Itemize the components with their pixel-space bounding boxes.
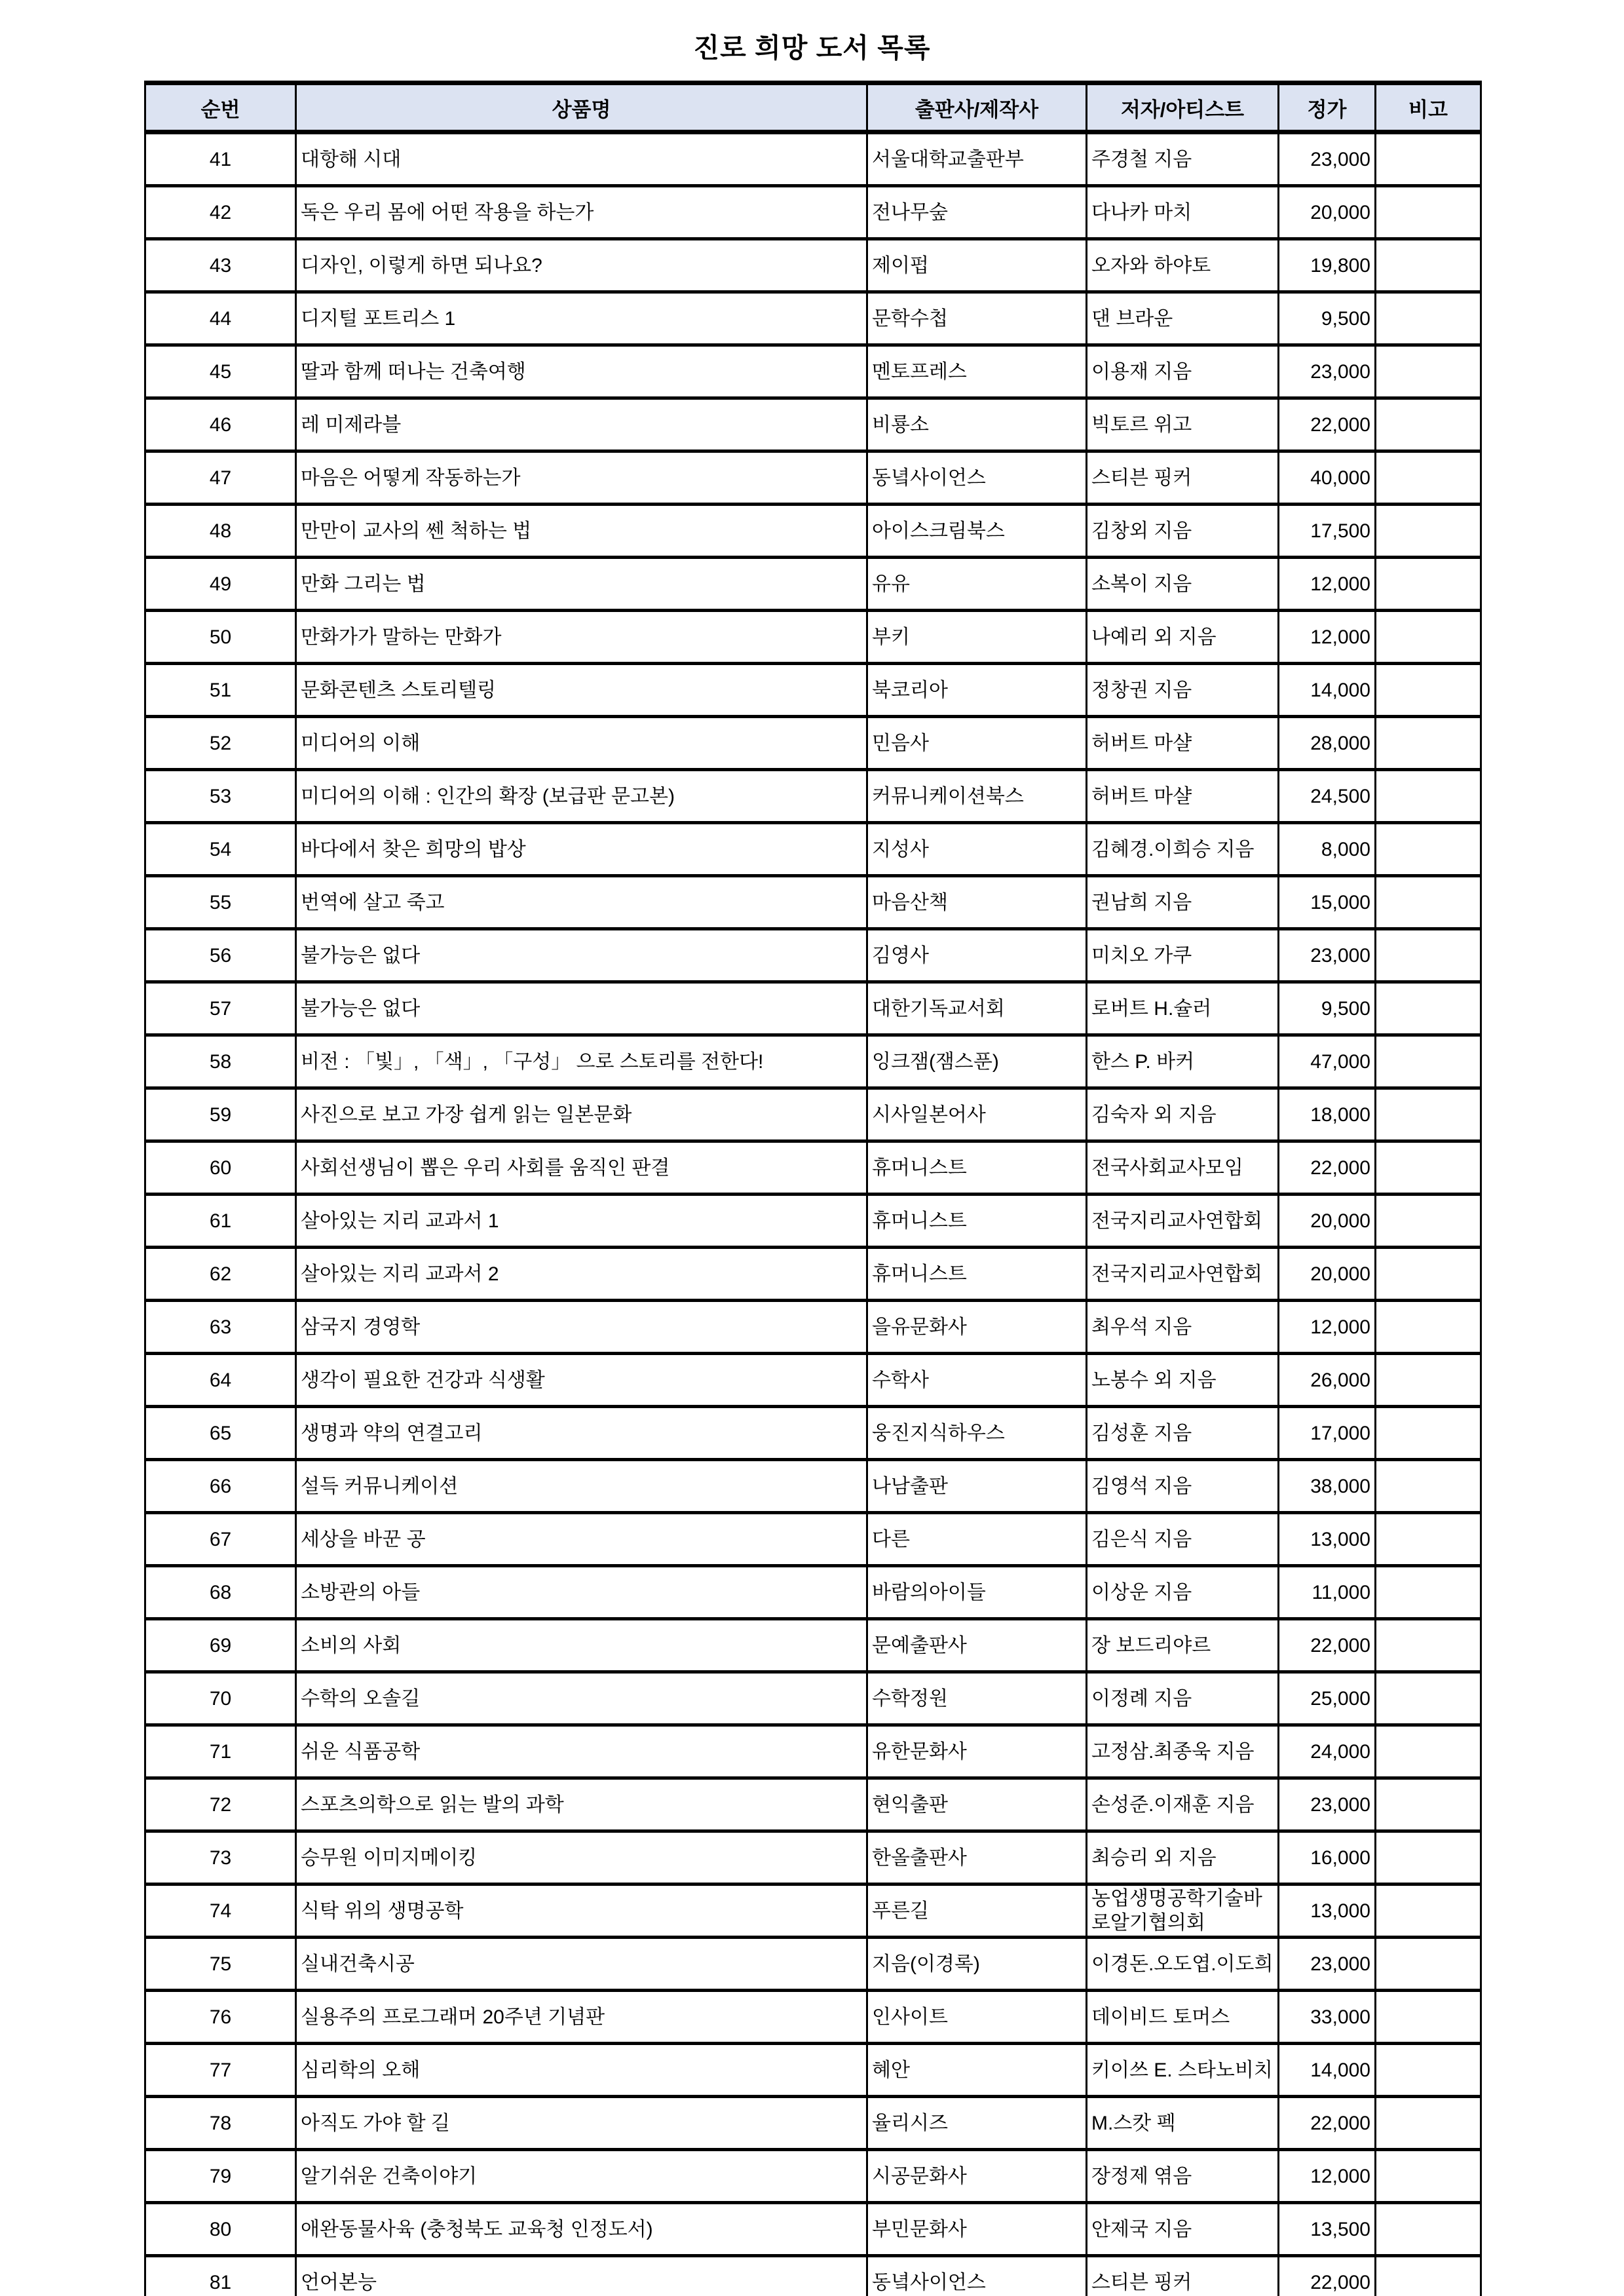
table-row [145, 132, 1481, 186]
cell-publisher: 커뮤니케이션북스 [867, 770, 1087, 823]
cell-number: 61 [145, 1195, 296, 1248]
cell-publisher: 푸른길 [867, 1885, 1087, 1938]
cell-product-name: 언어본능 [296, 2256, 867, 2296]
cell-note [1376, 558, 1481, 611]
cell-product-name: 생명과 약의 연결고리 [296, 1407, 867, 1460]
cell-product-name: 수학의 오솔길 [296, 1672, 867, 1725]
cell-publisher: 전나무숲 [867, 186, 1087, 239]
cell-price: 17,000 [1279, 1407, 1376, 1460]
cell-note [1376, 823, 1481, 876]
cell-note [1376, 1831, 1481, 1885]
cell-publisher: 휴머니스트 [867, 1248, 1087, 1301]
cell-note [1376, 770, 1481, 823]
cell-number: 71 [145, 1725, 296, 1778]
cell-note [1376, 505, 1481, 558]
cell-price: 47,000 [1279, 1035, 1376, 1088]
table-row [145, 1885, 1481, 1938]
cell-price: 9,500 [1279, 292, 1376, 345]
cell-note [1376, 292, 1481, 345]
table-row [145, 1566, 1481, 1619]
cell-number: 64 [145, 1354, 296, 1407]
cell-author: 노봉수 외 지음 [1087, 1354, 1279, 1407]
cell-price: 24,500 [1279, 770, 1376, 823]
cell-price: 11,000 [1279, 1566, 1376, 1619]
cell-product-name: 사회선생님이 뽑은 우리 사회를 움직인 판결 [296, 1141, 867, 1195]
cell-publisher: 바람의아이들 [867, 1566, 1087, 1619]
table-row [145, 1035, 1481, 1088]
cell-note [1376, 1035, 1481, 1088]
table-row [145, 2256, 1481, 2296]
cell-product-name: 디자인, 이렇게 하면 되나요? [296, 239, 867, 292]
table-row [145, 929, 1481, 982]
table-row [145, 717, 1481, 770]
cell-product-name: 살아있는 지리 교과서 2 [296, 1248, 867, 1301]
cell-number: 46 [145, 398, 296, 451]
cell-publisher: 휴머니스트 [867, 1141, 1087, 1195]
cell-product-name: 대항해 시대 [296, 132, 867, 186]
table-row [145, 1141, 1481, 1195]
cell-number: 81 [145, 2256, 296, 2296]
cell-product-name: 애완동물사육 (충청북도 교육청 인정도서) [296, 2203, 867, 2256]
cell-price: 12,000 [1279, 611, 1376, 664]
table-row [145, 1778, 1481, 1831]
table-row [145, 345, 1481, 398]
cell-author: 김창외 지음 [1087, 505, 1279, 558]
cell-price: 19,800 [1279, 239, 1376, 292]
book-table-body [145, 132, 1481, 2296]
cell-note [1376, 664, 1481, 717]
cell-publisher: 문예출판사 [867, 1619, 1087, 1672]
table-row [145, 239, 1481, 292]
cell-note [1376, 1938, 1481, 1991]
cell-price: 22,000 [1279, 2097, 1376, 2150]
cell-price: 24,000 [1279, 1725, 1376, 1778]
cell-note [1376, 1088, 1481, 1141]
cell-author: 이정례 지음 [1087, 1672, 1279, 1725]
cell-product-name: 심리학의 오해 [296, 2044, 867, 2097]
cell-author: M.스캇 펙 [1087, 2097, 1279, 2150]
table-row [145, 1725, 1481, 1778]
cell-publisher: 인사이트 [867, 1991, 1087, 2044]
cell-note [1376, 1460, 1481, 1513]
cell-number: 43 [145, 239, 296, 292]
cell-product-name: 생각이 필요한 건강과 식생활 [296, 1354, 867, 1407]
cell-note [1376, 186, 1481, 239]
cell-publisher: 수학사 [867, 1354, 1087, 1407]
cell-number: 56 [145, 929, 296, 982]
cell-number: 67 [145, 1513, 296, 1566]
cell-number: 69 [145, 1619, 296, 1672]
cell-price: 12,000 [1279, 1301, 1376, 1354]
cell-publisher: 지음(이경록) [867, 1938, 1087, 1991]
cell-publisher: 시사일본어사 [867, 1088, 1087, 1141]
table-row [145, 611, 1481, 664]
cell-number: 45 [145, 345, 296, 398]
cell-product-name: 승무원 이미지메이킹 [296, 1831, 867, 1885]
cell-author: 미치오 가쿠 [1087, 929, 1279, 982]
cell-product-name: 쉬운 식품공학 [296, 1725, 867, 1778]
cell-publisher: 다른 [867, 1513, 1087, 1566]
column-header-price: 정가 [1279, 83, 1376, 132]
cell-author: 이용재 지음 [1087, 345, 1279, 398]
cell-author: 스티븐 핑커 [1087, 451, 1279, 505]
cell-product-name: 미디어의 이해 [296, 717, 867, 770]
table-row [145, 1248, 1481, 1301]
cell-note [1376, 1619, 1481, 1672]
cell-author: 손성준.이재훈 지음 [1087, 1778, 1279, 1831]
cell-product-name: 바다에서 찾은 희망의 밥상 [296, 823, 867, 876]
cell-price: 18,000 [1279, 1088, 1376, 1141]
table-row [145, 1460, 1481, 1513]
cell-number: 59 [145, 1088, 296, 1141]
cell-publisher: 수학정원 [867, 1672, 1087, 1725]
cell-author: 나예리 외 지음 [1087, 611, 1279, 664]
cell-price: 16,000 [1279, 1831, 1376, 1885]
cell-author: 김은식 지음 [1087, 1513, 1279, 1566]
cell-author: 정창권 지음 [1087, 664, 1279, 717]
cell-author: 한스 P. 바커 [1087, 1035, 1279, 1088]
cell-product-name: 삼국지 경영학 [296, 1301, 867, 1354]
table-row [145, 451, 1481, 505]
cell-number: 77 [145, 2044, 296, 2097]
cell-note [1376, 1778, 1481, 1831]
cell-publisher: 휴머니스트 [867, 1195, 1087, 1248]
cell-price: 40,000 [1279, 451, 1376, 505]
table-row [145, 558, 1481, 611]
cell-product-name: 아직도 가야 할 길 [296, 2097, 867, 2150]
cell-note [1376, 2150, 1481, 2203]
cell-number: 78 [145, 2097, 296, 2150]
cell-author: 댄 브라운 [1087, 292, 1279, 345]
cell-product-name: 만만이 교사의 쎈 척하는 법 [296, 505, 867, 558]
table-row [145, 1991, 1481, 2044]
cell-author: 김숙자 외 지음 [1087, 1088, 1279, 1141]
cell-author: 전국지리교사연합회 [1087, 1248, 1279, 1301]
cell-publisher: 비룡소 [867, 398, 1087, 451]
cell-publisher: 지성사 [867, 823, 1087, 876]
cell-number: 57 [145, 982, 296, 1035]
table-row [145, 823, 1481, 876]
cell-author: 최우석 지음 [1087, 1301, 1279, 1354]
cell-price: 28,000 [1279, 717, 1376, 770]
table-row [145, 2203, 1481, 2256]
cell-author: 전국사회교사모임 [1087, 1141, 1279, 1195]
cell-publisher: 유유 [867, 558, 1087, 611]
cell-author: 빅토르 위고 [1087, 398, 1279, 451]
cell-note [1376, 1725, 1481, 1778]
cell-author: 주경철 지음 [1087, 132, 1279, 186]
book-list-table [144, 81, 1482, 2296]
cell-product-name: 실내건축시공 [296, 1938, 867, 1991]
cell-number: 53 [145, 770, 296, 823]
column-header-name: 상품명 [296, 83, 867, 132]
table-row [145, 2044, 1481, 2097]
cell-note [1376, 1672, 1481, 1725]
cell-note [1376, 1354, 1481, 1407]
cell-publisher: 현익출판 [867, 1778, 1087, 1831]
cell-price: 13,000 [1279, 1513, 1376, 1566]
table-row [145, 1354, 1481, 1407]
cell-number: 62 [145, 1248, 296, 1301]
cell-number: 54 [145, 823, 296, 876]
cell-product-name: 불가능은 없다 [296, 929, 867, 982]
cell-note [1376, 929, 1481, 982]
table-row [145, 1513, 1481, 1566]
cell-price: 14,000 [1279, 2044, 1376, 2097]
cell-number: 68 [145, 1566, 296, 1619]
cell-note [1376, 1513, 1481, 1566]
table-row [145, 664, 1481, 717]
cell-product-name: 사진으로 보고 가장 쉽게 읽는 일본문화 [296, 1088, 867, 1141]
cell-publisher: 제이펍 [867, 239, 1087, 292]
cell-price: 8,000 [1279, 823, 1376, 876]
cell-product-name: 만화 그리는 법 [296, 558, 867, 611]
cell-note [1376, 2203, 1481, 2256]
cell-note [1376, 876, 1481, 929]
table-header [145, 83, 1481, 132]
cell-publisher: 동녘사이언스 [867, 451, 1087, 505]
cell-price: 23,000 [1279, 345, 1376, 398]
cell-price: 22,000 [1279, 2256, 1376, 2296]
cell-number: 44 [145, 292, 296, 345]
cell-author: 키이쓰 E. 스타노비치 [1087, 2044, 1279, 2097]
cell-author: 김성훈 지음 [1087, 1407, 1279, 1460]
cell-product-name: 설득 커뮤니케이션 [296, 1460, 867, 1513]
cell-number: 70 [145, 1672, 296, 1725]
table-row [145, 982, 1481, 1035]
cell-author: 허버트 마샬 [1087, 770, 1279, 823]
cell-number: 41 [145, 132, 296, 186]
cell-product-name: 번역에 살고 죽고 [296, 876, 867, 929]
cell-number: 76 [145, 1991, 296, 2044]
cell-note [1376, 132, 1481, 186]
cell-product-name: 식탁 위의 생명공학 [296, 1885, 867, 1938]
cell-publisher: 한올출판사 [867, 1831, 1087, 1885]
cell-number: 47 [145, 451, 296, 505]
cell-price: 22,000 [1279, 398, 1376, 451]
cell-product-name: 소비의 사회 [296, 1619, 867, 1672]
cell-product-name: 알기쉬운 건축이야기 [296, 2150, 867, 2203]
cell-author: 권남희 지음 [1087, 876, 1279, 929]
cell-author: 최승리 외 지음 [1087, 1831, 1279, 1885]
cell-number: 72 [145, 1778, 296, 1831]
table-row [145, 1619, 1481, 1672]
table-row [145, 292, 1481, 345]
cell-price: 13,500 [1279, 2203, 1376, 2256]
cell-publisher: 민음사 [867, 717, 1087, 770]
table-row [145, 2097, 1481, 2150]
cell-price: 25,000 [1279, 1672, 1376, 1725]
table-row [145, 1938, 1481, 1991]
cell-author: 장정제 엮음 [1087, 2150, 1279, 2203]
cell-price: 20,000 [1279, 1248, 1376, 1301]
cell-note [1376, 1885, 1481, 1938]
cell-author: 이경돈.오도엽.이도희 [1087, 1938, 1279, 1991]
cell-price: 33,000 [1279, 1991, 1376, 2044]
cell-number: 48 [145, 505, 296, 558]
cell-note [1376, 451, 1481, 505]
cell-number: 75 [145, 1938, 296, 1991]
cell-product-name: 소방관의 아들 [296, 1566, 867, 1619]
table-row [145, 770, 1481, 823]
cell-publisher: 김영사 [867, 929, 1087, 982]
cell-product-name: 살아있는 지리 교과서 1 [296, 1195, 867, 1248]
table-row [145, 1195, 1481, 1248]
table-row [145, 186, 1481, 239]
cell-price: 23,000 [1279, 929, 1376, 982]
cell-number: 60 [145, 1141, 296, 1195]
table-row [145, 2150, 1481, 2203]
cell-price: 26,000 [1279, 1354, 1376, 1407]
cell-number: 52 [145, 717, 296, 770]
cell-author: 고정삼.최종욱 지음 [1087, 1725, 1279, 1778]
cell-publisher: 문학수첩 [867, 292, 1087, 345]
cell-note [1376, 1195, 1481, 1248]
cell-publisher: 대한기독교서회 [867, 982, 1087, 1035]
cell-product-name: 스포츠의학으로 읽는 발의 과학 [296, 1778, 867, 1831]
cell-note [1376, 2044, 1481, 2097]
table-header-row [145, 83, 1481, 132]
cell-publisher: 율리시즈 [867, 2097, 1087, 2150]
cell-author: 김혜경.이희승 지음 [1087, 823, 1279, 876]
table-row [145, 398, 1481, 451]
cell-price: 9,500 [1279, 982, 1376, 1035]
cell-publisher: 마음산책 [867, 876, 1087, 929]
cell-author: 허버트 마샬 [1087, 717, 1279, 770]
cell-publisher: 멘토프레스 [867, 345, 1087, 398]
cell-author: 다나카 마치 [1087, 186, 1279, 239]
cell-note [1376, 2256, 1481, 2296]
cell-note [1376, 398, 1481, 451]
cell-author: 전국지리교사연합회 [1087, 1195, 1279, 1248]
cell-product-name: 마음은 어떻게 작동하는가 [296, 451, 867, 505]
cell-publisher: 북코리아 [867, 664, 1087, 717]
cell-author: 데이비드 토머스 [1087, 1991, 1279, 2044]
cell-publisher: 부민문화사 [867, 2203, 1087, 2256]
table-row [145, 876, 1481, 929]
cell-number: 74 [145, 1885, 296, 1938]
cell-number: 58 [145, 1035, 296, 1088]
cell-price: 20,000 [1279, 186, 1376, 239]
cell-author: 안제국 지음 [1087, 2203, 1279, 2256]
cell-number: 42 [145, 186, 296, 239]
cell-number: 49 [145, 558, 296, 611]
cell-publisher: 부키 [867, 611, 1087, 664]
cell-note [1376, 1566, 1481, 1619]
cell-number: 51 [145, 664, 296, 717]
cell-note [1376, 345, 1481, 398]
cell-author: 스티븐 핑커 [1087, 2256, 1279, 2296]
table-row [145, 1088, 1481, 1141]
cell-publisher: 서울대학교출판부 [867, 132, 1087, 186]
cell-price: 13,000 [1279, 1885, 1376, 1938]
cell-product-name: 독은 우리 몸에 어떤 작용을 하는가 [296, 186, 867, 239]
cell-product-name: 만화가가 말하는 만화가 [296, 611, 867, 664]
cell-note [1376, 239, 1481, 292]
cell-note [1376, 611, 1481, 664]
cell-author: 김영석 지음 [1087, 1460, 1279, 1513]
page-title: 진로 희망 도서 목록 [693, 33, 931, 63]
cell-number: 55 [145, 876, 296, 929]
cell-author: 소복이 지음 [1087, 558, 1279, 611]
cell-publisher: 나남출판 [867, 1460, 1087, 1513]
cell-number: 79 [145, 2150, 296, 2203]
cell-number: 73 [145, 1831, 296, 1885]
cell-price: 14,000 [1279, 664, 1376, 717]
cell-number: 63 [145, 1301, 296, 1354]
cell-note [1376, 1301, 1481, 1354]
cell-note [1376, 1141, 1481, 1195]
cell-note [1376, 1248, 1481, 1301]
cell-price: 22,000 [1279, 1619, 1376, 1672]
cell-number: 50 [145, 611, 296, 664]
table-row [145, 1831, 1481, 1885]
column-header-note: 비고 [1376, 83, 1481, 132]
cell-price: 12,000 [1279, 2150, 1376, 2203]
cell-product-name: 레 미제라블 [296, 398, 867, 451]
cell-author: 장 보드리야르 [1087, 1619, 1279, 1672]
cell-product-name: 불가능은 없다 [296, 982, 867, 1035]
table-row [145, 1672, 1481, 1725]
cell-price: 23,000 [1279, 1938, 1376, 1991]
cell-product-name: 디지털 포트리스 1 [296, 292, 867, 345]
table-row [145, 1407, 1481, 1460]
cell-publisher: 유한문화사 [867, 1725, 1087, 1778]
cell-publisher: 시공문화사 [867, 2150, 1087, 2203]
cell-price: 22,000 [1279, 1141, 1376, 1195]
table-row [145, 1301, 1481, 1354]
cell-price: 23,000 [1279, 132, 1376, 186]
cell-publisher: 잉크잼(잼스푼) [867, 1035, 1087, 1088]
cell-note [1376, 1407, 1481, 1460]
cell-author: 이상운 지음 [1087, 1566, 1279, 1619]
cell-product-name: 세상을 바꾼 공 [296, 1513, 867, 1566]
cell-price: 17,500 [1279, 505, 1376, 558]
cell-author: 로버트 H.슐러 [1087, 982, 1279, 1035]
cell-product-name: 문화콘텐츠 스토리텔링 [296, 664, 867, 717]
cell-publisher: 동녘사이언스 [867, 2256, 1087, 2296]
cell-note [1376, 717, 1481, 770]
cell-author: 농업생명공학기술바로알기협의회 [1087, 1885, 1279, 1938]
cell-note [1376, 2097, 1481, 2150]
cell-price: 15,000 [1279, 876, 1376, 929]
cell-number: 80 [145, 2203, 296, 2256]
cell-publisher: 웅진지식하우스 [867, 1407, 1087, 1460]
cell-note [1376, 982, 1481, 1035]
column-header-author: 저자/아티스트 [1087, 83, 1279, 132]
cell-note [1376, 1991, 1481, 2044]
column-header-no: 순번 [145, 83, 296, 132]
cell-publisher: 아이스크림북스 [867, 505, 1087, 558]
cell-price: 12,000 [1279, 558, 1376, 611]
cell-product-name: 딸과 함께 떠나는 건축여행 [296, 345, 867, 398]
cell-product-name: 비전 : 「빛」, 「색」, 「구성」 으로 스토리를 전한다! [296, 1035, 867, 1088]
cell-product-name: 실용주의 프로그래머 20주년 기념판 [296, 1991, 867, 2044]
cell-publisher: 혜안 [867, 2044, 1087, 2097]
cell-price: 23,000 [1279, 1778, 1376, 1831]
cell-price: 20,000 [1279, 1195, 1376, 1248]
cell-number: 65 [145, 1407, 296, 1460]
column-header-publisher: 출판사/제작사 [867, 83, 1087, 132]
cell-price: 38,000 [1279, 1460, 1376, 1513]
cell-number: 66 [145, 1460, 296, 1513]
cell-author: 오자와 하야토 [1087, 239, 1279, 292]
table-row [145, 505, 1481, 558]
cell-publisher: 을유문화사 [867, 1301, 1087, 1354]
cell-product-name: 미디어의 이해 : 인간의 확장 (보급판 문고본) [296, 770, 867, 823]
